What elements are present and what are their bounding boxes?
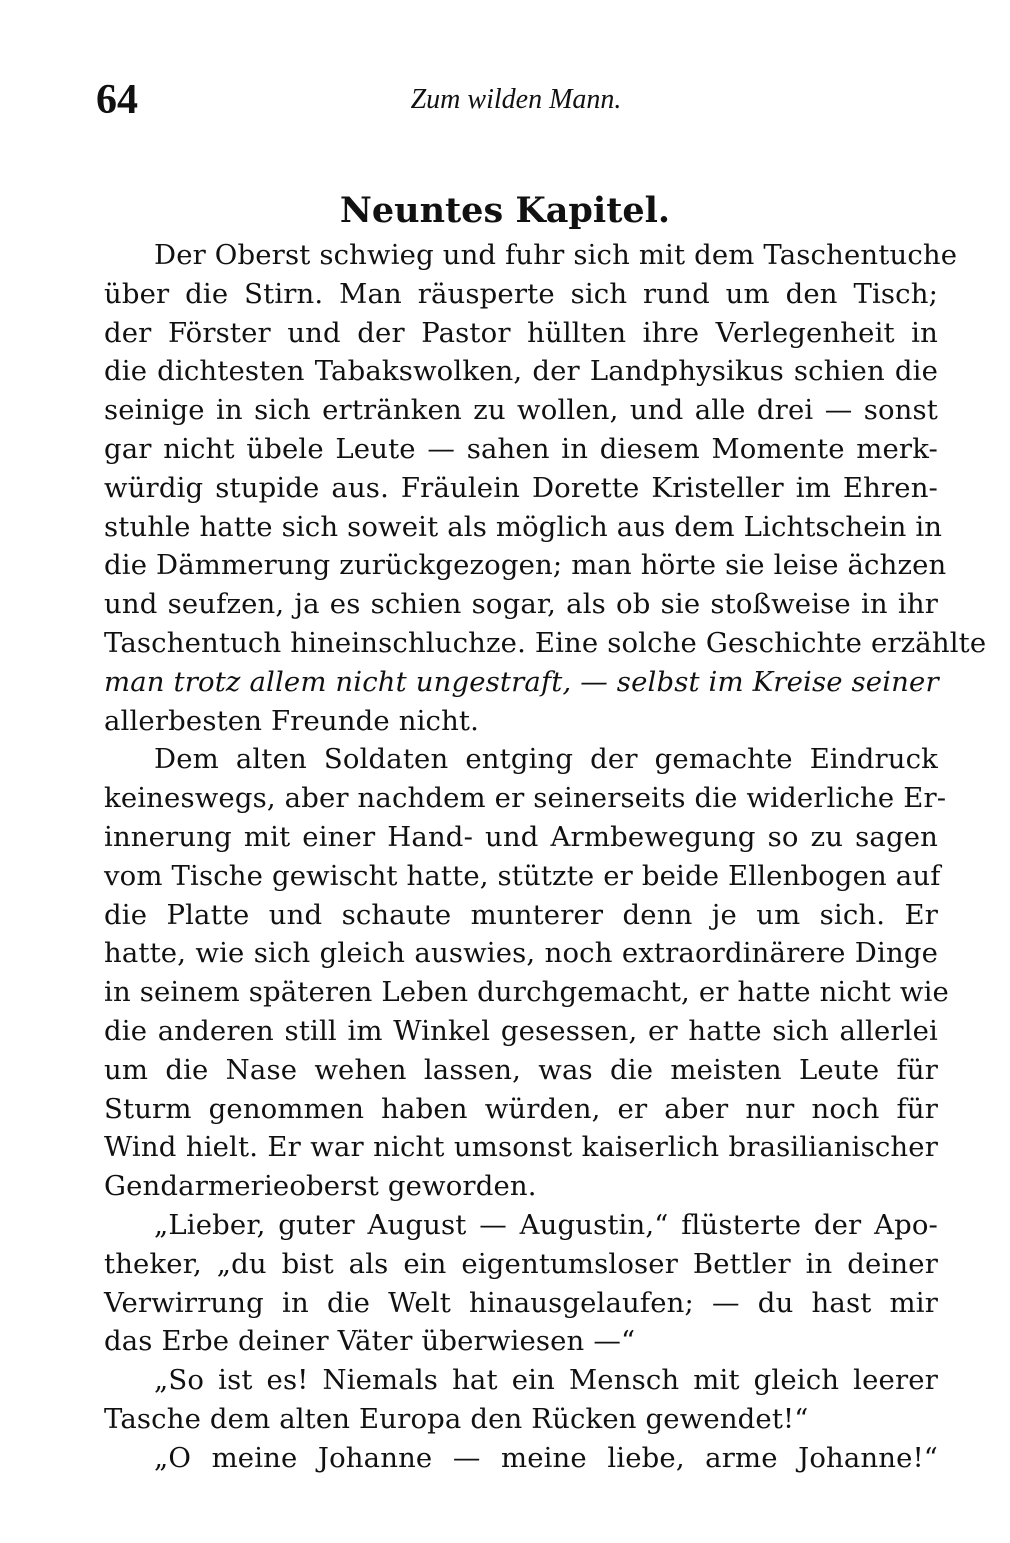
text-line: seinige in sich ertränken zu wollen, und alle drei — sonst — [104, 394, 938, 427]
text-line: die anderen still im Winkel gesessen, er hatte sich allerlei — [104, 1014, 938, 1047]
text-line: Verwirrung in die Welt hinausgelaufen; — du hast mir — [104, 1286, 938, 1319]
text-line: in seinem späteren Leben durchgemacht, er hatte nicht wie — [104, 976, 949, 1009]
text-line: würdig stupide aus. Fräulein Dorette Kristeller im Ehren- — [104, 471, 938, 504]
text-line: Der Oberst schwieg und fuhr sich mit dem Taschentuche — [154, 239, 958, 271]
page-number: 64 — [96, 77, 138, 123]
text-line: „So ist es! Niemals hat ein Mensch mit gleich leerer — [154, 1364, 938, 1397]
text-line: theker, „du bist als ein eigentumsloser Bettler in deiner — [104, 1247, 938, 1280]
text-line: „O meine Johanne — meine liebe, arme Johanne!“ — [154, 1441, 938, 1474]
text-line: das Erbe deiner Väter überwiesen —“ — [104, 1325, 636, 1358]
text-line: die Platte und schaute munterer denn je um sich. Er — [104, 898, 938, 931]
text-line: Tasche dem alten Europa den Rücken gewendet!“ — [104, 1402, 809, 1435]
text-line: über die Stirn. Man räusperte sich rund um den Tisch; — [104, 277, 938, 310]
chapter-title: Neuntes Kapitel. — [339, 190, 671, 231]
text-line: Wind hielt. Er war nicht umsonst kaiserlich brasilianischer — [104, 1131, 938, 1164]
text-line: Taschentuch hineinschluchze. Eine solche Geschichte erzählte — [104, 626, 987, 659]
text-line: Gendarmerieoberst geworden. — [104, 1170, 537, 1203]
text-line: gar nicht übele Leute — sahen in diesem Momente merk- — [104, 432, 938, 465]
text-line: allerbesten Freunde nicht. — [104, 704, 480, 737]
text-line: und seufzen, ja es schien sogar, als ob sie stoßweise in ihr — [104, 588, 938, 621]
text-line: man trotz allem nicht ungestraft, — selbst im Kreise seiner — [104, 665, 939, 698]
text-line: um die Nase wehen lassen, was die meisten Leute für — [104, 1053, 938, 1086]
text-line: der Förster und der Pastor hüllten ihre Verlegenheit in — [104, 316, 938, 349]
text-line: innerung mit einer Hand- und Armbewegung so zu sagen — [104, 820, 938, 853]
text-line: vom Tische gewischt hatte, stützte er beide Ellenbogen auf — [104, 859, 941, 892]
text-line: die Dämmerung zurückgezogen; man hörte sie leise ächzen — [104, 549, 947, 582]
page-header — [96, 70, 936, 130]
running-title: Zum wilden Mann. — [410, 84, 622, 115]
text-line: „Lieber, guter August — Augustin,“ flüsterte der Apo- — [154, 1208, 938, 1241]
text-line: hatte, wie sich gleich auswies, noch extraordinärere Dinge — [104, 937, 938, 970]
text-line: die dichtesten Tabakswolken, der Landphysikus schien die — [104, 355, 938, 388]
text-line: Sturm genommen haben würden, er aber nur noch für — [104, 1092, 938, 1125]
chapter-text — [104, 236, 987, 1478]
text-line: stuhle hatte sich soweit als möglich aus dem Lichtschein in — [104, 510, 943, 543]
text-line: keineswegs, aber nachdem er seinerseits die widerliche Er- — [104, 782, 947, 815]
text-line: Dem alten Soldaten entging der gemachte Eindruck — [154, 743, 938, 776]
